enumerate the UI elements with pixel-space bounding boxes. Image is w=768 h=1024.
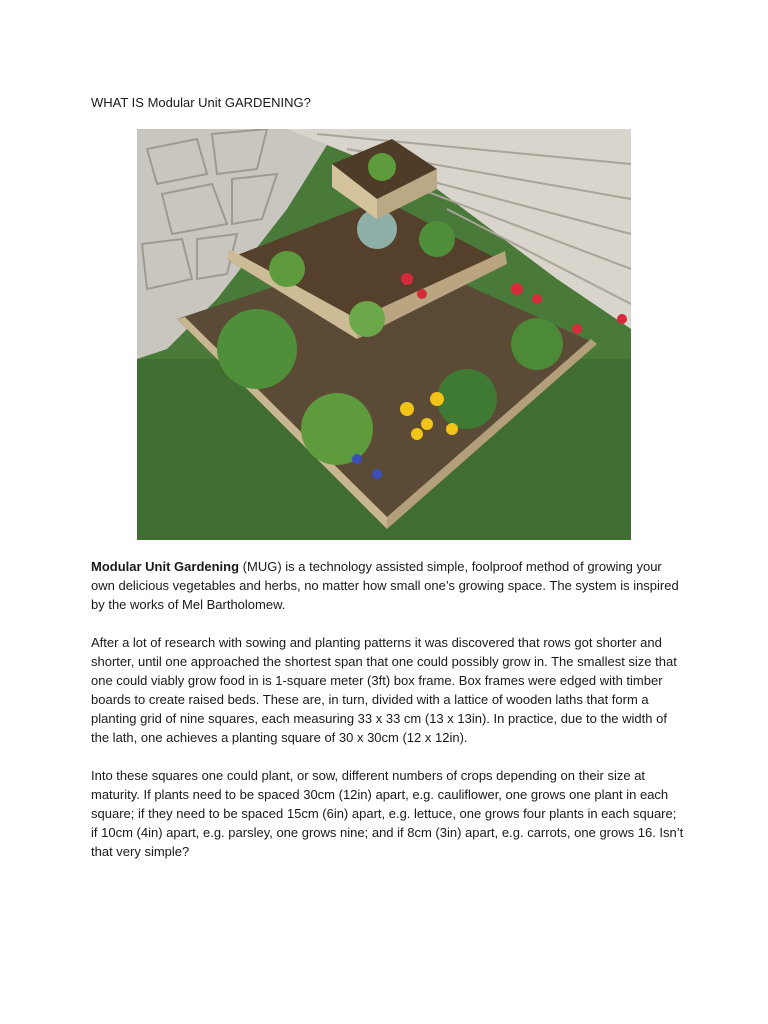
page-heading: WHAT IS Modular Unit GARDENING?	[91, 95, 311, 110]
paragraph-3: Into these squares one could plant, or sow, different numbers of crops depending on their size at maturity. If plants need to be spaced 30cm (12in) apart, e.g. cauliflower, one grows one plant in each square; if they need to be spaced 15cm (6in) apart, e.g. lettuce, one grows four plants in each square; if 10cm (4in) apart, e.g. parsley, one grows nine; and if 8cm (3in) apart, e.g. carrots, one grows 16. Isn’t that very simple?	[91, 768, 684, 859]
body-text	[91, 557, 685, 880]
bold-term: Modular Unit Gardening	[91, 559, 240, 574]
paragraph-2: After a lot of research with sowing and planting patterns it was discovered that rows got shorter and shorter, until one approached the shortest span that one could possibly grow in. The smallest size that one could viably grow food in is 1-square meter (3ft) box frame. Box frames were edged with timber boards to create raised beds. These are, in turn, divided with a lattice of wooden laths that form a planting grid of nine squares, each measuring 33 x 33 cm (13 x 13in). In practice, due to the width of the lath, one achieves a planting square of 30 x 30cm (12 x 12in).	[91, 635, 677, 745]
garden-photo	[137, 129, 631, 540]
paragraph-1-rest: (MUG) is a technology assisted simple, foolproof method of growing your own delicious vegetables and herbs, no matter how small one’s growing space. The system is inspired by the works of Mel Bartholomew.	[91, 559, 679, 612]
paragraph-1	[91, 557, 685, 614]
